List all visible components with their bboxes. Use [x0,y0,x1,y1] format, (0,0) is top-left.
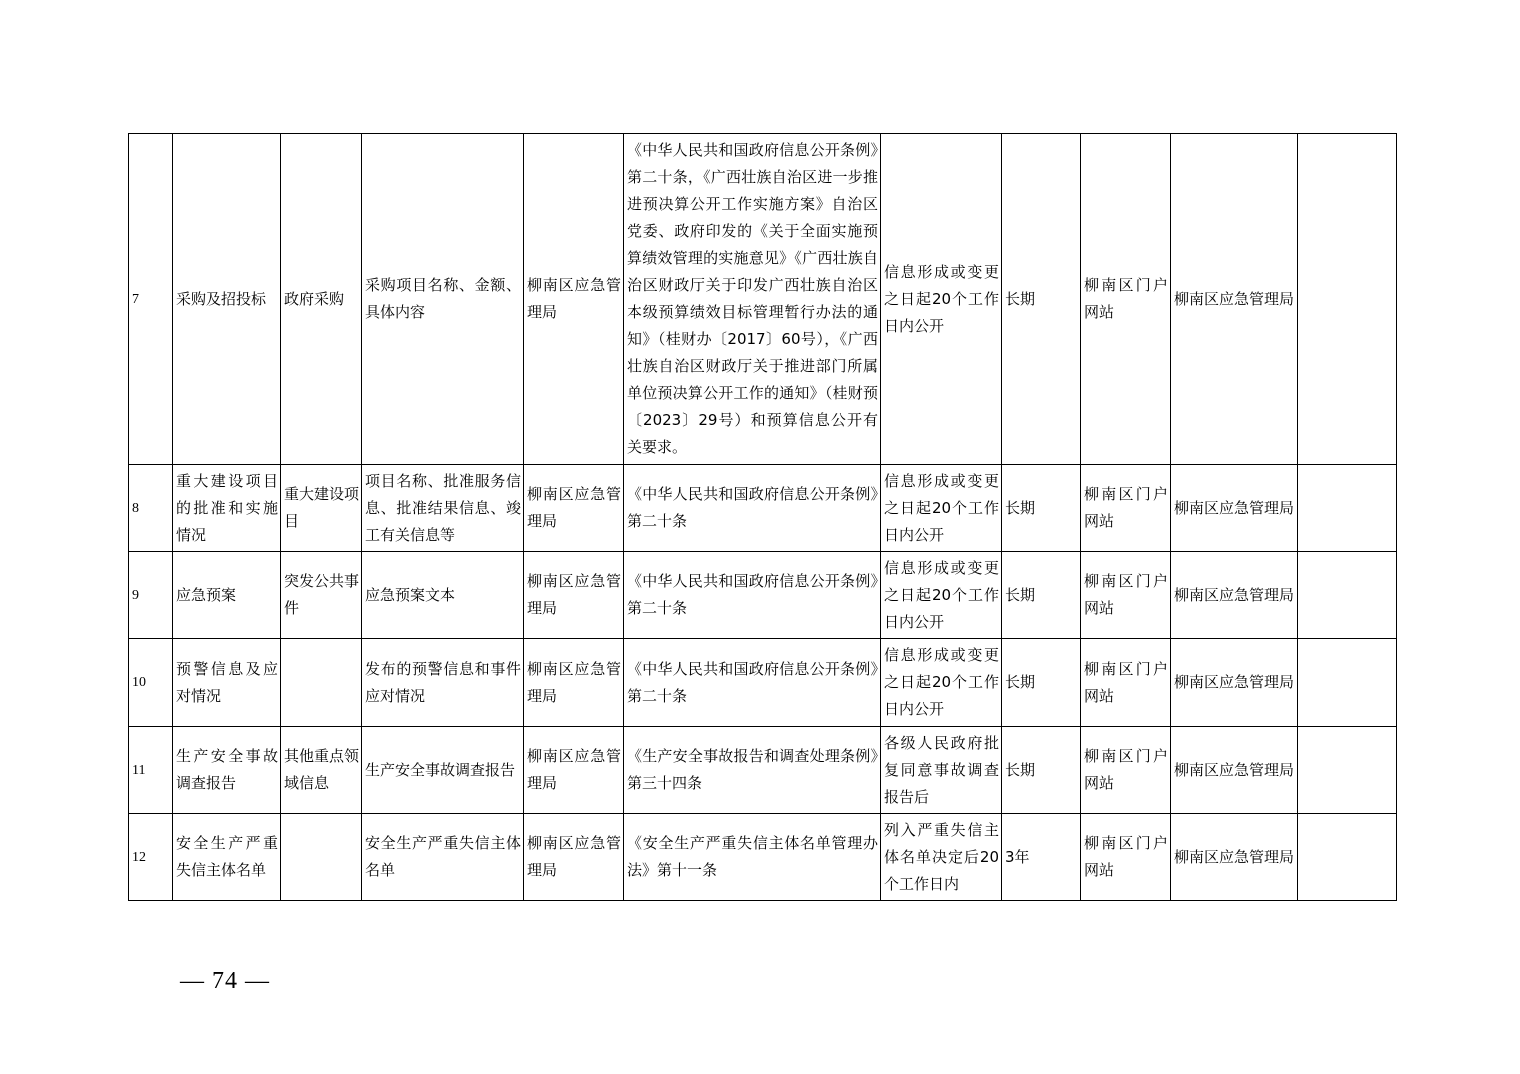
content-cell: 应急预案文本 [362,552,524,639]
department-cell: 柳南区应急管理局 [1171,134,1298,465]
basis-cell: 《中华人民共和国政府信息公开条例》第二十条 [624,465,881,552]
category-cell: 政府采购 [281,134,362,465]
channel-cell: 柳南区门户网站 [1081,639,1171,727]
subject-cell: 柳南区应急管理局 [524,727,624,814]
department-cell: 柳南区应急管理局 [1171,814,1298,901]
subject-cell: 柳南区应急管理局 [524,639,624,727]
channel-cell: 柳南区门户网站 [1081,465,1171,552]
subject-cell: 柳南区应急管理局 [524,552,624,639]
category-cell: 突发公共事件 [281,552,362,639]
table-row [129,639,1397,727]
retention-cell: 长期 [1002,465,1081,552]
note-cell [1298,465,1397,552]
table-row [129,814,1397,901]
page-number: — 74 — [180,968,270,994]
basis-cell: 《生产安全事故报告和调查处理条例》第三十四条 [624,727,881,814]
note-cell [1298,134,1397,465]
table-row [129,134,1397,465]
subject-cell: 柳南区应急管理局 [524,134,624,465]
note-cell [1298,639,1397,727]
channel-cell: 柳南区门户网站 [1081,134,1171,465]
category-cell: 重大建设项目 [281,465,362,552]
table-row [129,727,1397,814]
channel-cell: 柳南区门户网站 [1081,727,1171,814]
category-cell: 其他重点领域信息 [281,727,362,814]
note-cell [1298,814,1397,901]
time-limit-cell: 信息形成或变更之日起20个工作日内公开 [881,639,1002,727]
table-row [129,465,1397,552]
note-cell [1298,552,1397,639]
item-cell: 生产安全事故调查报告 [173,727,281,814]
retention-cell: 长期 [1002,727,1081,814]
row-number: 9 [129,552,173,639]
item-cell: 重大建设项目的批准和实施情况 [173,465,281,552]
content-cell: 发布的预警信息和事件应对情况 [362,639,524,727]
row-number: 10 [129,639,173,727]
time-limit-cell: 信息形成或变更之日起20个工作日内公开 [881,134,1002,465]
row-number: 8 [129,465,173,552]
time-limit-cell: 信息形成或变更之日起20个工作日内公开 [881,552,1002,639]
content-cell: 采购项目名称、金额、具体内容 [362,134,524,465]
content-cell: 安全生产严重失信主体名单 [362,814,524,901]
item-cell: 应急预案 [173,552,281,639]
item-cell: 安全生产严重失信主体名单 [173,814,281,901]
department-cell: 柳南区应急管理局 [1171,727,1298,814]
retention-cell: 3年 [1002,814,1081,901]
row-number: 12 [129,814,173,901]
channel-cell: 柳南区门户网站 [1081,552,1171,639]
row-number: 7 [129,134,173,465]
content-cell: 项目名称、批准服务信息、批准结果信息、竣工有关信息等 [362,465,524,552]
disclosure-table [128,133,1397,901]
department-cell: 柳南区应急管理局 [1171,639,1298,727]
note-cell [1298,727,1397,814]
channel-cell: 柳南区门户网站 [1081,814,1171,901]
item-cell: 预警信息及应对情况 [173,639,281,727]
basis-cell: 《中华人民共和国政府信息公开条例》第二十条 [624,552,881,639]
subject-cell: 柳南区应急管理局 [524,814,624,901]
basis-cell: 《中华人民共和国政府信息公开条例》第二十条，《广西壮族自治区进一步推进预决算公开工作实施方案》自治区党委、政府印发的《关于全面实施预算绩效管理的实施意见》《广西壮族自治区财政厅关于印发广西壮族自治区本级预算绩效目标管理暂行办法的通知》（桂财办〔2017〕60号），《广西壮族自治区财政厅关于推进部门所属单位预决算公开工作的通知》（桂财预〔2023〕29号）和预算信息公开有关要求。 [624,134,881,465]
retention-cell: 长期 [1002,552,1081,639]
retention-cell: 长期 [1002,639,1081,727]
basis-cell: 《安全生产严重失信主体名单管理办法》第十一条 [624,814,881,901]
category-cell [281,639,362,727]
time-limit-cell: 各级人民政府批复同意事故调查报告后 [881,727,1002,814]
basis-cell: 《中华人民共和国政府信息公开条例》第二十条 [624,639,881,727]
content-cell: 生产安全事故调查报告 [362,727,524,814]
item-cell: 采购及招投标 [173,134,281,465]
subject-cell: 柳南区应急管理局 [524,465,624,552]
retention-cell: 长期 [1002,134,1081,465]
time-limit-cell: 列入严重失信主体名单决定后20个工作日内 [881,814,1002,901]
department-cell: 柳南区应急管理局 [1171,552,1298,639]
time-limit-cell: 信息形成或变更之日起20个工作日内公开 [881,465,1002,552]
row-number: 11 [129,727,173,814]
department-cell: 柳南区应急管理局 [1171,465,1298,552]
table-row [129,552,1397,639]
category-cell [281,814,362,901]
